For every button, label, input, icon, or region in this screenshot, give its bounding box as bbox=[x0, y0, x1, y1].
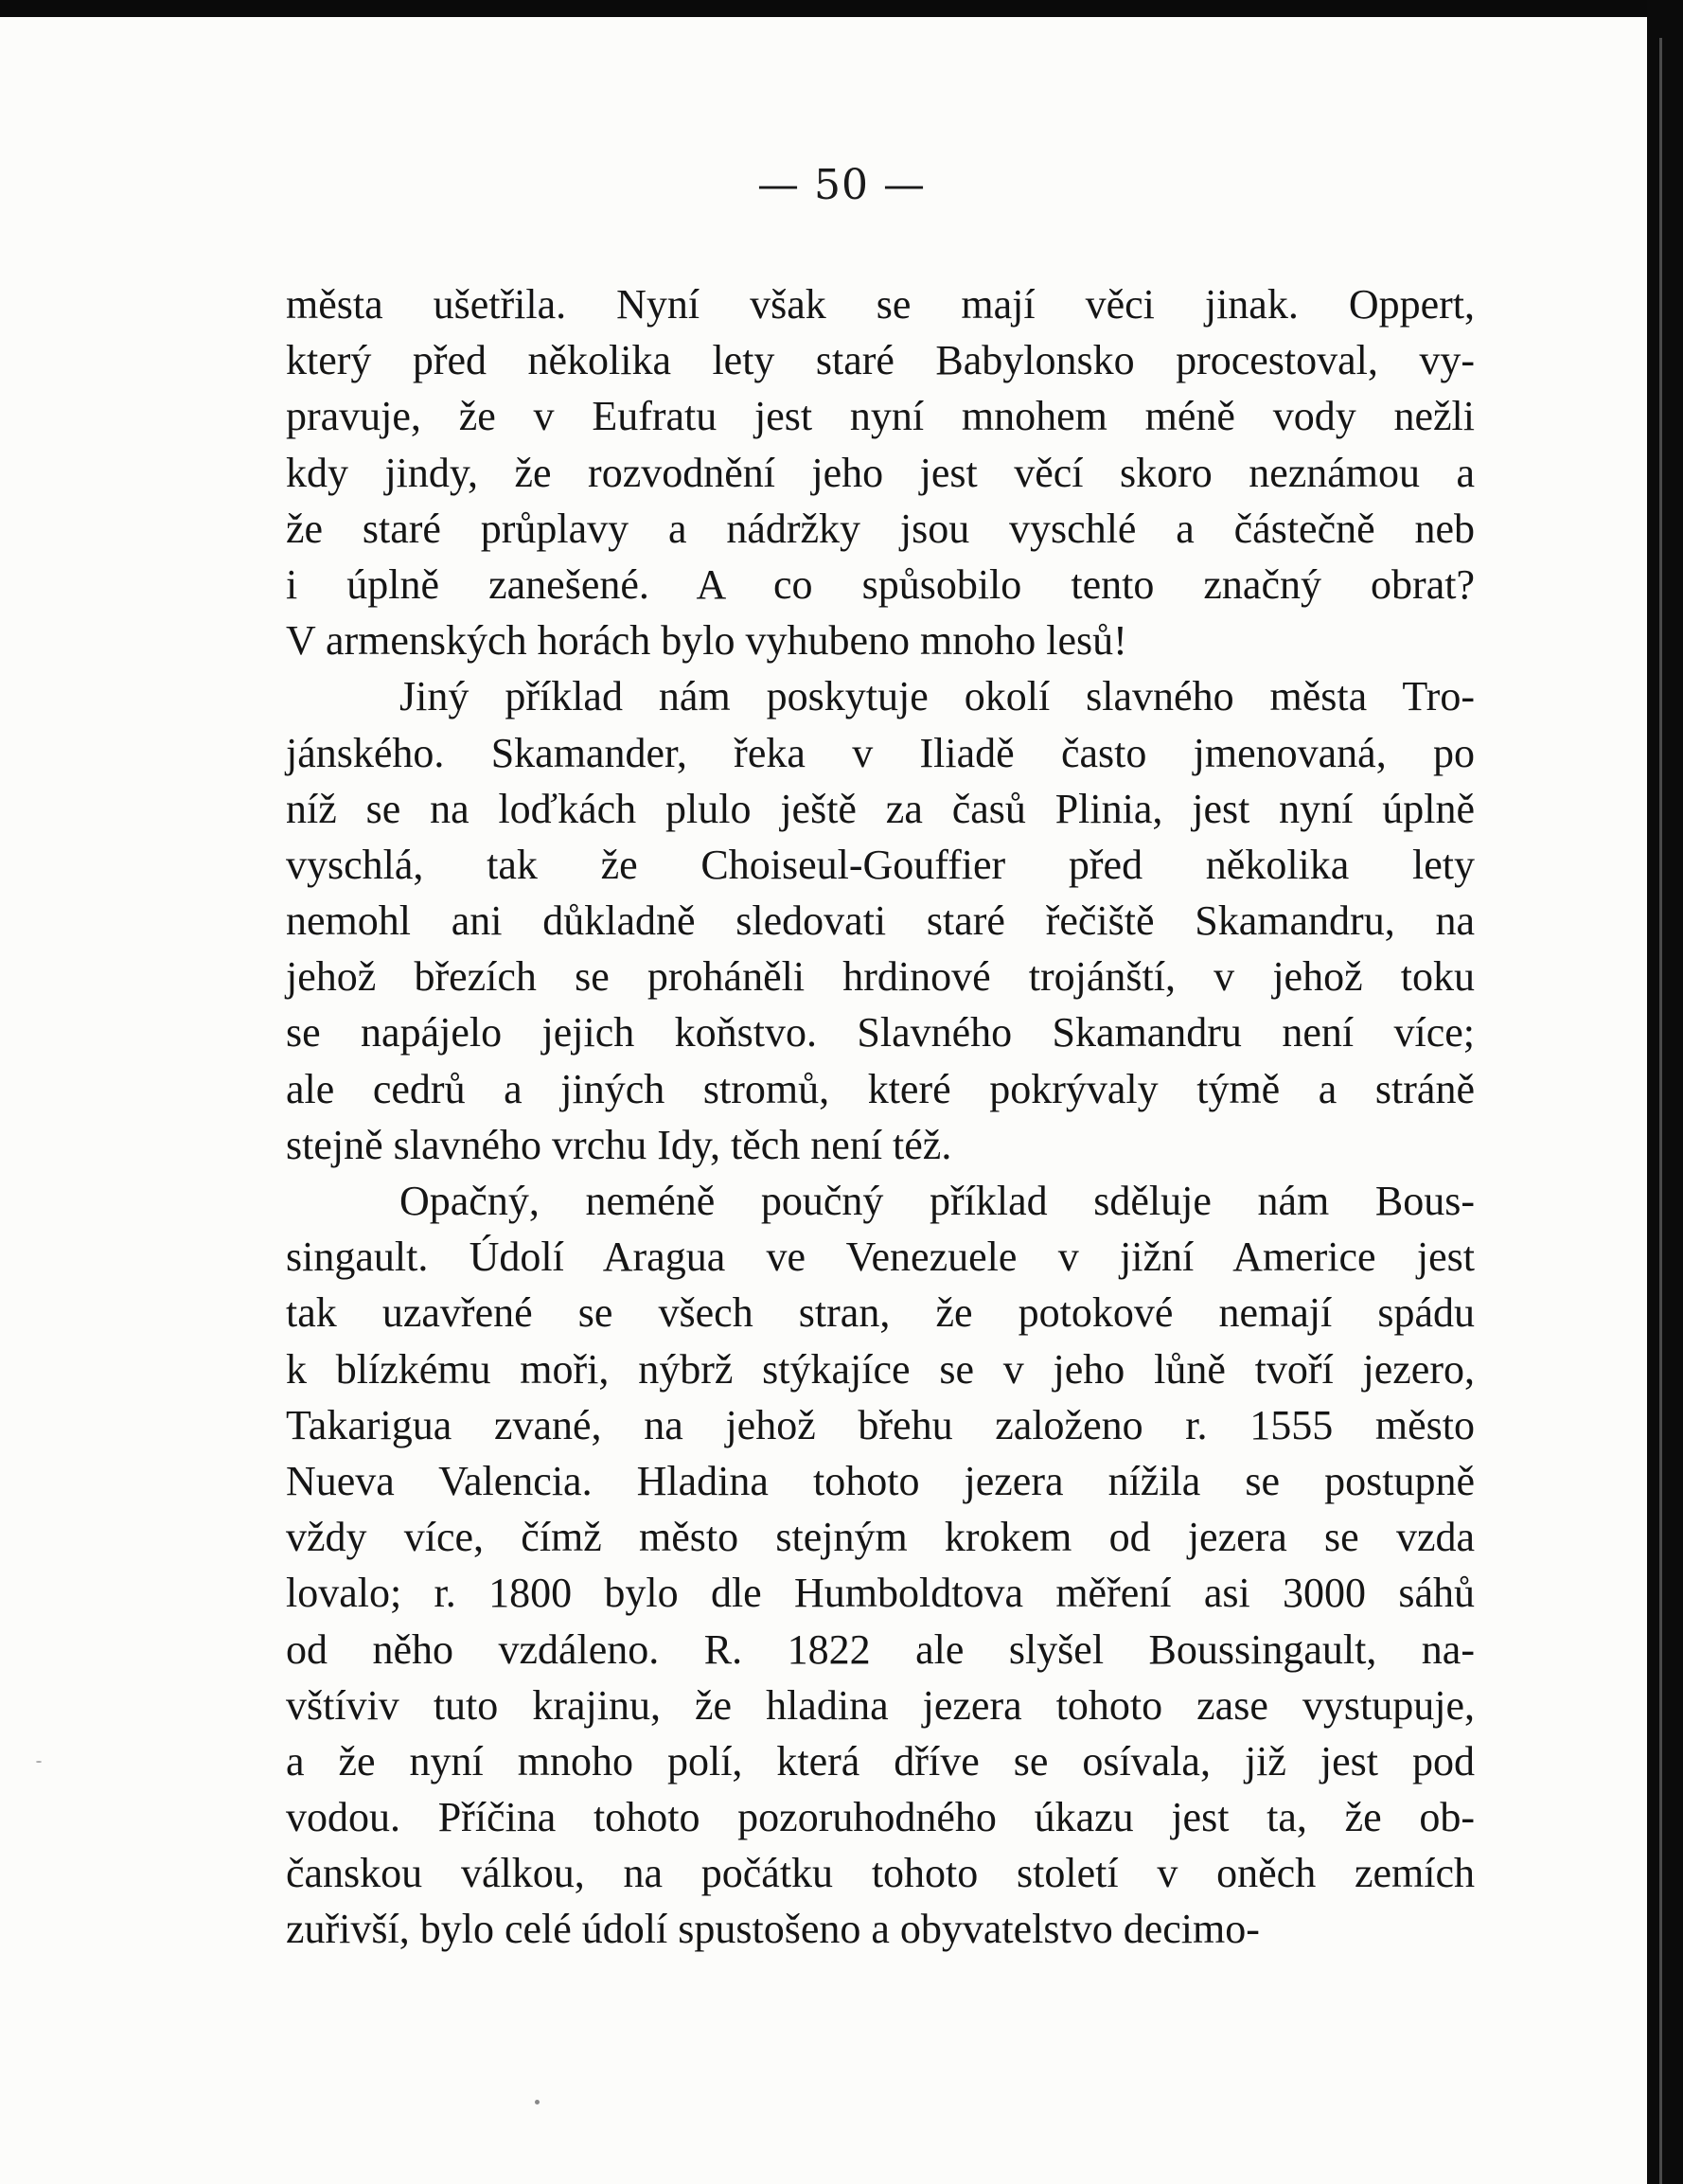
scan-speck bbox=[36, 1761, 42, 1763]
text-line: se napájelo jejich koňstvo. Slavného Skamandru není více; bbox=[286, 1009, 1475, 1056]
text-line: jánského. Skamander, řeka v Iliadě často jmenovaná, po bbox=[286, 729, 1475, 776]
text-line: stejně slavného vrchu Idy, těch není též. bbox=[286, 1121, 952, 1168]
page-number: — 50 — bbox=[757, 161, 926, 209]
text-line: že staré průplavy a nádržky jsou vyschlé a částečně neb bbox=[286, 505, 1475, 552]
text-line: a že nyní mnoho polí, která dříve se osívala, již jest pod bbox=[286, 1737, 1475, 1784]
scan-speck bbox=[535, 2100, 540, 2104]
text-line: Nueva Valencia. Hladina tohoto jezera nížila se postupně bbox=[286, 1457, 1475, 1504]
scan-edge-border bbox=[1647, 0, 1683, 2184]
text-line: nemohl ani důkladně sledovati staré řečiště Skamandru, na bbox=[286, 897, 1475, 945]
text-line: Jiný příklad nám poskytuje okolí slavného města Tro- bbox=[399, 673, 1475, 720]
scan-edge-line bbox=[1659, 38, 1662, 2184]
text-line: k blízkému moři, nýbrž stýkajíce se v jeho lůně tvoří jezero, bbox=[286, 1345, 1475, 1393]
text-line: zuřivší, bylo celé údolí spustošeno a obyvatelstvo decimo- bbox=[286, 1906, 1260, 1953]
text-line: V armenských horách bylo vyhubeno mnoho lesů! bbox=[286, 617, 1127, 665]
paragraph bbox=[286, 276, 1475, 668]
text-line: Opačný, neméně poučný příklad sděluje nám Bous- bbox=[399, 1178, 1475, 1224]
text-line: Takarigua zvané, na jehož břehu založeno r. 1555 město bbox=[286, 1401, 1475, 1448]
text-line: města ušetřila. Nyní však se mají věci jinak. Oppert, bbox=[286, 281, 1475, 328]
text-line: od něho vzdáleno. R. 1822 ale slyšel Boussingault, na- bbox=[286, 1625, 1475, 1673]
text-line: vštíviv tuto krajinu, že hladina jezera tohoto zase vystupuje, bbox=[286, 1681, 1475, 1729]
text-line: jehož březích se proháněli hrdinové trojánští, v jehož toku bbox=[286, 953, 1475, 1001]
text-line: lovalo; r. 1800 bylo dle Humboldtova měření asi 3000 sáhů bbox=[286, 1570, 1475, 1617]
text-line: vodou. Příčina tohoto pozoruhodného úkazu jest ta, že ob- bbox=[286, 1794, 1475, 1841]
text-line: ale cedrů a jiných stromů, které pokrývaly týmě a stráně bbox=[286, 1065, 1475, 1112]
body-text bbox=[286, 276, 1475, 1958]
text-line: který před několika lety staré Babylonsko procestoval, vy- bbox=[286, 337, 1475, 384]
text-line: čanskou válkou, na počátku tohoto století v oněch zemích bbox=[286, 1850, 1475, 1897]
text-line: vždy více, čímž město stejným krokem od jezera se vzda bbox=[286, 1514, 1475, 1561]
text-line: singault. Údolí Aragua ve Venezuele v jižní Americe jest bbox=[286, 1234, 1475, 1281]
text-line: pravuje, že v Eufratu jest nyní mnohem méně vody nežli bbox=[286, 393, 1475, 440]
paragraph bbox=[286, 1173, 1475, 1958]
text-line: kdy jindy, že rozvodnění jeho jest věcí skoro neznámou a bbox=[286, 449, 1475, 496]
paragraph bbox=[286, 668, 1475, 1173]
text-line: i úplně zanešené. A co spůsobilo tento značný obrat? bbox=[286, 560, 1475, 608]
text-line: vyschlá, tak že Choiseul-Gouffier před několika lety bbox=[286, 841, 1475, 888]
text-line: níž se na loďkách plulo ještě za časů Plinia, jest nyní úplně bbox=[286, 785, 1475, 832]
text-line: tak uzavřené se všech stran, že potokové nemají spádu bbox=[286, 1289, 1475, 1337]
